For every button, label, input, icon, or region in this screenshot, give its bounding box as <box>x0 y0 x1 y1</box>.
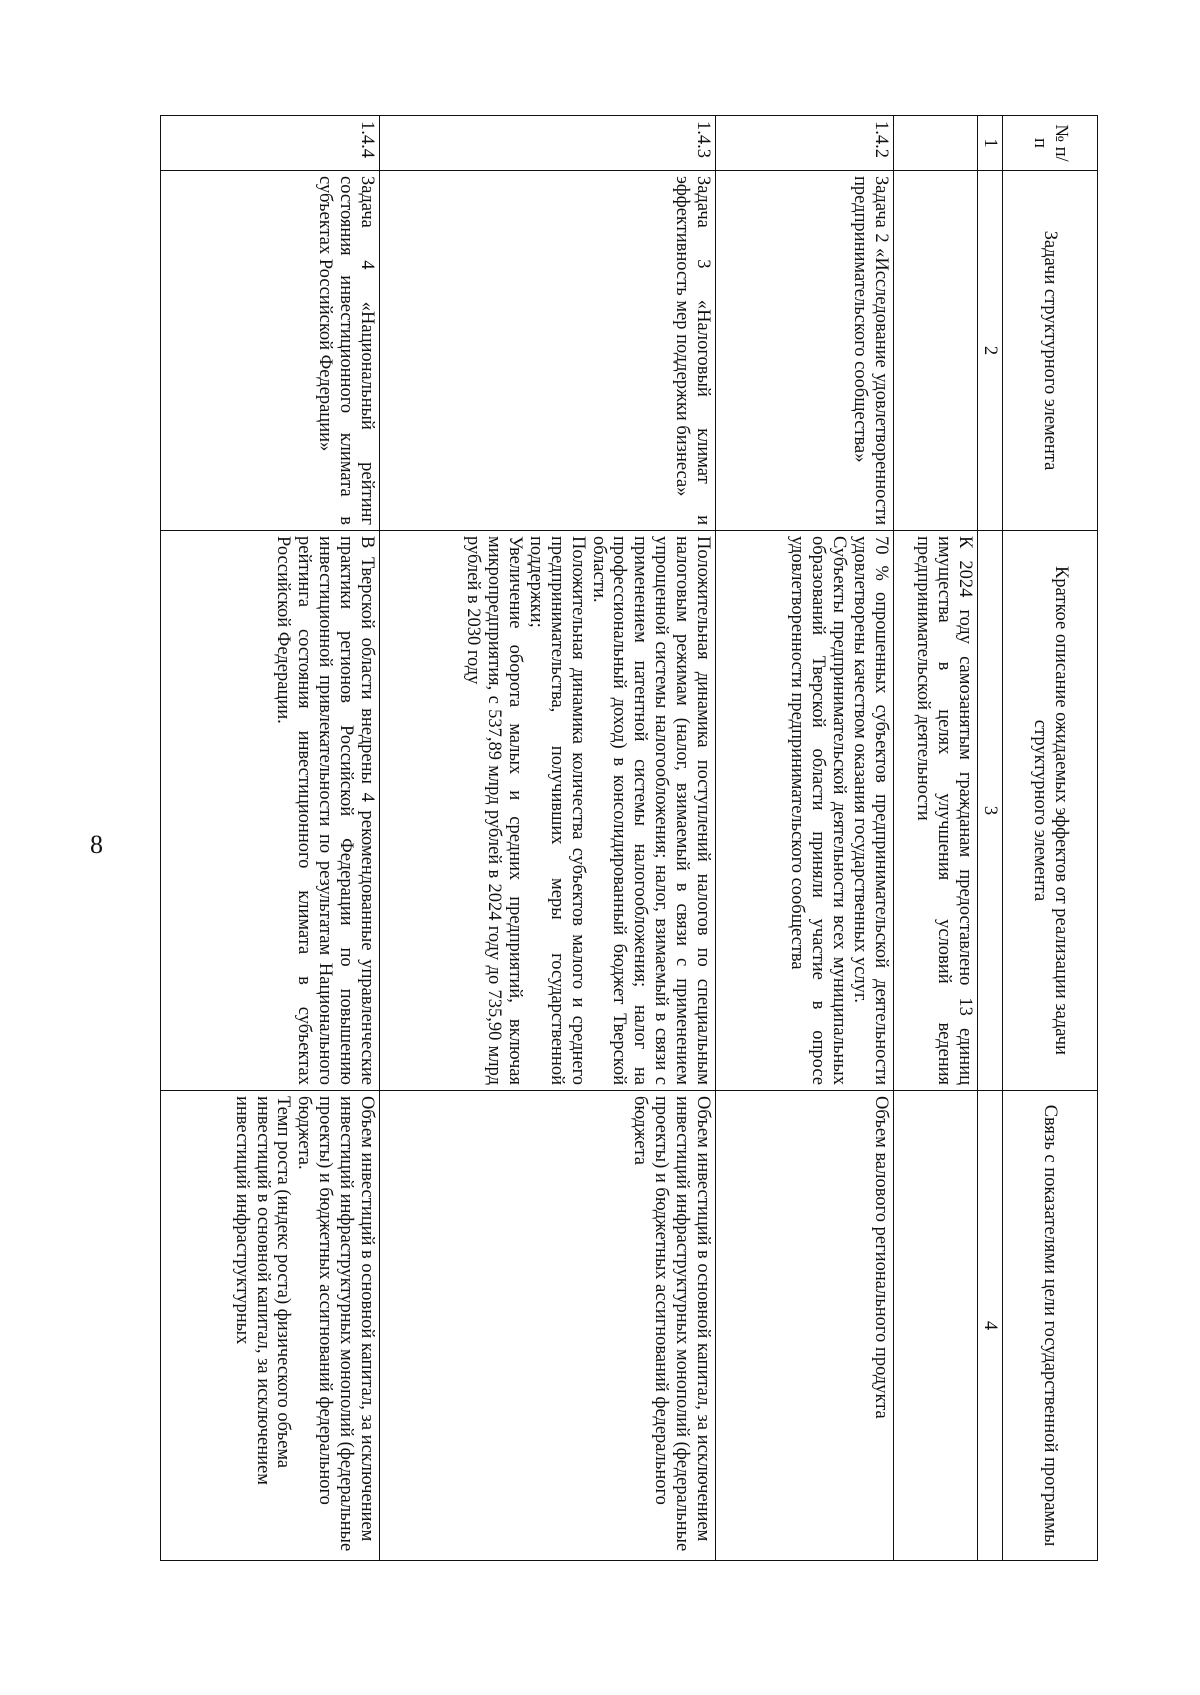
row-number: 1.4.2 <box>716 116 894 171</box>
rotated-table-container <box>160 115 1098 1560</box>
table-row <box>716 116 894 1561</box>
table-header-row <box>1003 116 1098 1561</box>
task-cell: Задача 4 «Национальный рейтинг состояния инвестиционного климата в субъектах Российской Федерации» <box>161 171 380 531</box>
effect-text: Положительная динамика поступлений налогов по специальным налоговым режимам (налог, взимаемый в связи с применением упрощенной системы налогообложения; налог, взимаемый в связи с применением патентной системы налогообложения; налог на профессиональный доход) в консолидированный бюджет Тверской области. <box>588 536 713 1085</box>
effect-text: 70 % опрошенных субъектов предпринимательской деятельности удовлетворены качеством оказания государственных услуг. <box>850 536 891 1085</box>
link-cell <box>380 1091 716 1561</box>
effect-text: К 2024 году самозанятым гражданам предоставлено 13 единиц имущества в целях улучшения условий ведения предпринимательской деятельности <box>913 536 975 1085</box>
table-row <box>894 116 978 1561</box>
task-cell: Задача 3 «Налоговый климат и эффективность мер поддержки бизнеса» <box>380 171 716 531</box>
table-row <box>161 116 380 1561</box>
effect-text: Положительная динамика количества субъектов малого и среднего предпринимательства, получивших меры государственной поддержки; <box>525 536 588 1085</box>
link-cell <box>161 1091 380 1561</box>
link-cell <box>716 1091 894 1561</box>
link-text: Объем валового регионального продукта <box>871 1096 891 1419</box>
column-number: 1 <box>978 116 1003 171</box>
effects-cell <box>380 531 716 1091</box>
task-cell <box>894 171 978 531</box>
row-number: 1.4.3 <box>380 116 716 171</box>
header-link: Связь с показателями цели государственной программы <box>1003 1091 1098 1561</box>
header-tasks: Задачи структурного элемента <box>1003 171 1098 531</box>
link-text: Объем инвестиций в основной капитал, за исключением инвестиций инфраструктурных монополий (федеральные проекты) и бюджетных ассигнований федерального бюджета. <box>294 1096 377 1552</box>
effect-text: Увеличение оборота малых и средних предприятий, включая микропредприятия, с 537,89 млрд рублей в 2024 году до 735,90 млрд рублей в 2030 году <box>463 536 525 1085</box>
link-text: Темп роста (индекс роста) физического объема инвестиций в основной капитал, за исключением инвестиций инфраструктурных <box>231 1096 294 1485</box>
column-number-row <box>978 116 1003 1561</box>
effects-cell <box>161 531 380 1091</box>
page-number: 8 <box>90 830 103 859</box>
header-number: № п/п <box>1003 116 1098 171</box>
task-cell: Задача 2 «Исследование удовлетворенности предпринимательского сообщества» <box>716 171 894 531</box>
effects-cell <box>894 531 978 1091</box>
column-number: 3 <box>978 531 1003 1091</box>
effect-text: Субъекты предпринимательской деятельности всех муниципальных образований Тверской области приняли участие в опросе удовлетворенности предпринимательского сообщества <box>787 536 850 1085</box>
table-row <box>380 116 716 1561</box>
row-number <box>894 116 978 171</box>
row-number: 1.4.4 <box>161 116 380 171</box>
column-number: 4 <box>978 1091 1003 1561</box>
column-number: 2 <box>978 171 1003 531</box>
program-table <box>160 115 1098 1561</box>
effects-cell <box>716 531 894 1091</box>
header-effects: Краткое описание ожидаемых эффектов от реализации задачи структурного элемента <box>1003 531 1098 1091</box>
link-text: Объем инвестиций в основной капитал, за исключением инвестиций инфраструктурных монополий (федеральные проекты) и бюджетных ассигнований федерального бюджета <box>630 1096 713 1552</box>
effect-text: В Тверской области внедрены 4 рекомендованные управленческие практики регионов Российской Федерации по повышению инвестиционной привлекательности по результатам Национального рейтинга состояния инвестиционного климата в субъектах Российской Федерации. <box>273 536 377 1085</box>
link-cell <box>894 1091 978 1561</box>
